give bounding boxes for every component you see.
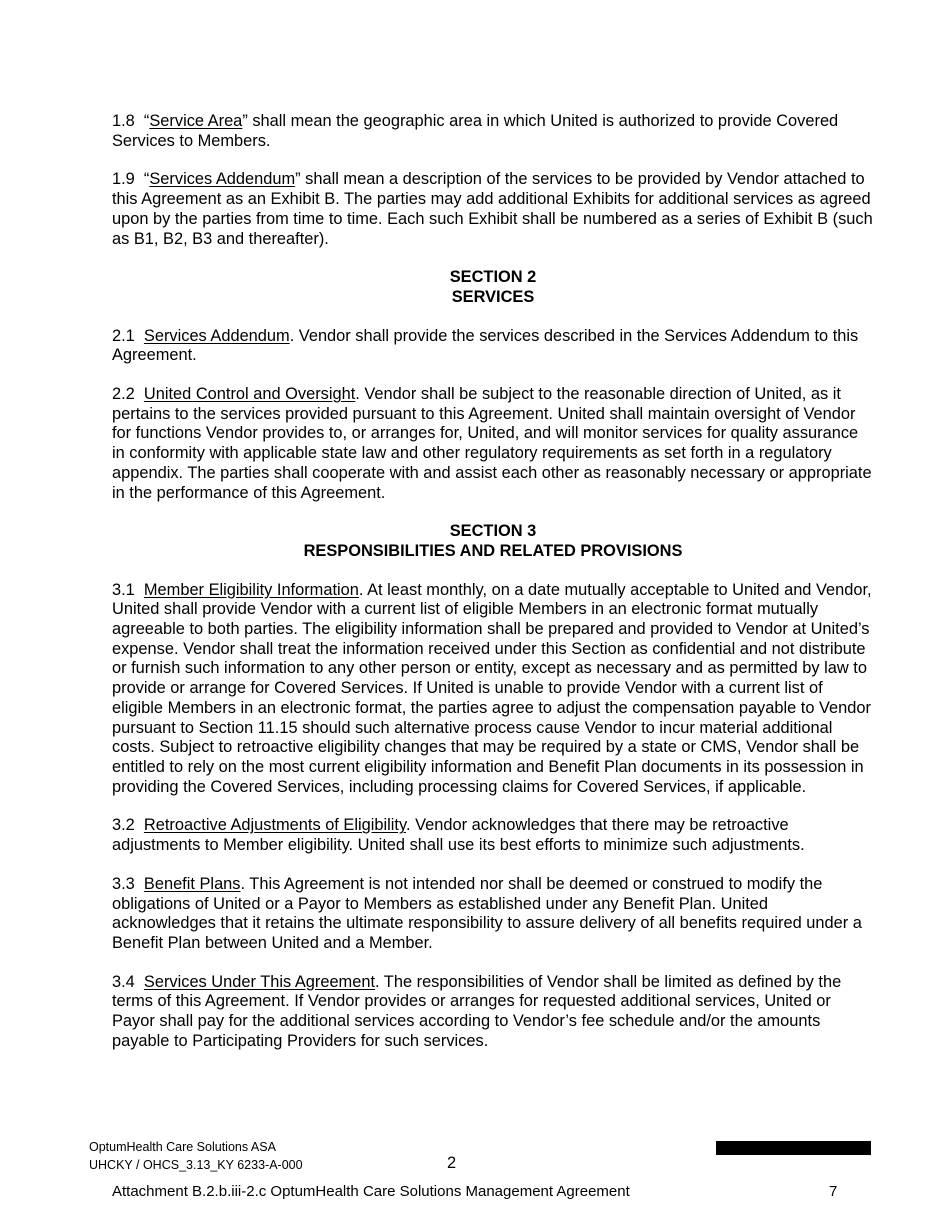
clause-heading: United Control and Oversight bbox=[143, 385, 356, 404]
clause-text: . Vendor shall be subject to the reasonable direction of United, as it pertains to the services provided pursuant to this Agreement. United shall maintain oversight of Vendor for functions Vendor provides to, or arranges for, United, and will monitor services for quality assurance in conformity with applicable state law and other regulatory requirements as set forth in a regulatory appendix. The parties shall cooperate with and assist each other as reasonably necessary or appropriate in the performance of this Agreement. bbox=[112, 385, 872, 502]
clause-1-8 bbox=[112, 112, 874, 151]
footer-page-number: 2 bbox=[447, 1154, 457, 1172]
attachment-label: Attachment B.2.b.iii-2.c OptumHealth Care Solutions Management Agreement bbox=[112, 1183, 630, 1200]
clause-text: . At least monthly, on a date mutually acceptable to United and Vendor, United shall provide Vendor with a current list of eligible Members in an electronic format mutually agreeable to both parties. The eligibility information shall be prepared and provided to Vendor at United’s expense. Vendor shall treat the information received under this Section as confidential and not distribute or furnish such information to any other person or entity, except as necessary and as permitted by law to provide or arrange for Covered Services. If United is unable to provide Vendor with a current list of eligible Members in an electronic format, the parties agree to adjust the compensation payable to Vendor pursuant to Section 11.15 should such alternative process cause Vendor to incur material additional costs. Subject to retroactive eligibility changes that may be required by a state or CMS, Vendor shall be entitled to rely on the most current eligibility information and Benefit Plan documents in its possession in providing the Covered Services, including processing claims for Covered Services, if applicable. bbox=[112, 580, 872, 796]
clause-text: ” shall mean the geographic area in which United is authorized to provide Covered Services to Members. bbox=[112, 112, 839, 150]
clause-2-1 bbox=[112, 327, 874, 366]
clause-3-1 bbox=[112, 581, 874, 798]
section-3-heading bbox=[112, 522, 874, 561]
clause-number: 1.9 bbox=[112, 170, 135, 189]
clause-text: . Vendor acknowledges that there may be retroactive adjustments to Member eligibility. United shall use its best efforts to minimize such adjustments. bbox=[112, 816, 805, 855]
clause-number: 2.1 bbox=[112, 326, 135, 345]
defined-term: Services Addendum bbox=[149, 170, 296, 189]
attachment-page-number: 7 bbox=[829, 1183, 838, 1200]
footer-doc-info bbox=[89, 1138, 303, 1174]
clause-heading: Retroactive Adjustments of Eligibility bbox=[143, 816, 406, 835]
clause-text: . The responsibilities of Vendor shall be limited as defined by the terms of this Agreement. If Vendor provides or arranges for requested additional services, United or Payor shall pay for the additional services according to Vendor’s fee schedule and/or the amounts payable to Participating Providers for such services. bbox=[112, 972, 842, 1050]
clause-number: 3.1 bbox=[112, 580, 135, 599]
clause-number: 3.4 bbox=[112, 972, 135, 991]
open-quote: “ bbox=[143, 170, 150, 189]
clause-3-2 bbox=[112, 816, 874, 855]
clause-text: . This Agreement is not intended nor shall be deemed or construed to modify the obligations of United or a Payor to Members as established under any Benefit Plan. United acknowledges that it retains the ultimate responsibility to assure delivery of all benefits required under a Benefit Plan between United and a Member. bbox=[112, 874, 862, 952]
redaction-bar bbox=[716, 1141, 871, 1155]
clause-heading: Member Eligibility Information bbox=[143, 580, 359, 599]
clause-3-3 bbox=[112, 875, 874, 954]
open-quote: “ bbox=[143, 112, 150, 130]
clause-heading: Services Under This Agreement bbox=[143, 972, 375, 991]
clause-1-9 bbox=[112, 170, 874, 249]
section-title: RESPONSIBILITIES AND RELATED PROVISIONS bbox=[303, 541, 683, 560]
footer-company: OptumHealth Care Solutions ASA bbox=[89, 1140, 276, 1154]
footer-doc-code: UHCKY / OHCS_3.13_KY 6233-A-000 bbox=[89, 1158, 303, 1172]
clause-number: 3.2 bbox=[112, 816, 135, 835]
section-title: SERVICES bbox=[451, 287, 535, 306]
clause-number: 3.3 bbox=[112, 874, 135, 893]
clause-number: 1.8 bbox=[112, 112, 135, 130]
section-2-heading bbox=[112, 268, 874, 307]
section-number: SECTION 2 bbox=[449, 268, 537, 287]
clause-number: 2.2 bbox=[112, 385, 135, 404]
clause-3-4 bbox=[112, 973, 874, 1052]
clause-text: . Vendor shall provide the services described in the Services Addendum to this Agreement. bbox=[112, 326, 859, 365]
clause-text: ” shall mean a description of the services to be provided by Vendor attached to this Agreement as an Exhibit B. The parties may add additional Exhibits for additional services as agreed upon by the parties from time to time. Each such Exhibit shall be numbered as a series of Exhibit B (such as B1, B2, B3 and thereafter). bbox=[112, 170, 873, 248]
defined-term: Service Area bbox=[149, 112, 243, 130]
clause-heading: Services Addendum bbox=[143, 326, 290, 345]
clause-2-2 bbox=[112, 385, 874, 503]
clause-heading: Benefit Plans bbox=[143, 874, 241, 893]
section-number: SECTION 3 bbox=[449, 522, 537, 541]
document-body bbox=[112, 112, 874, 1070]
